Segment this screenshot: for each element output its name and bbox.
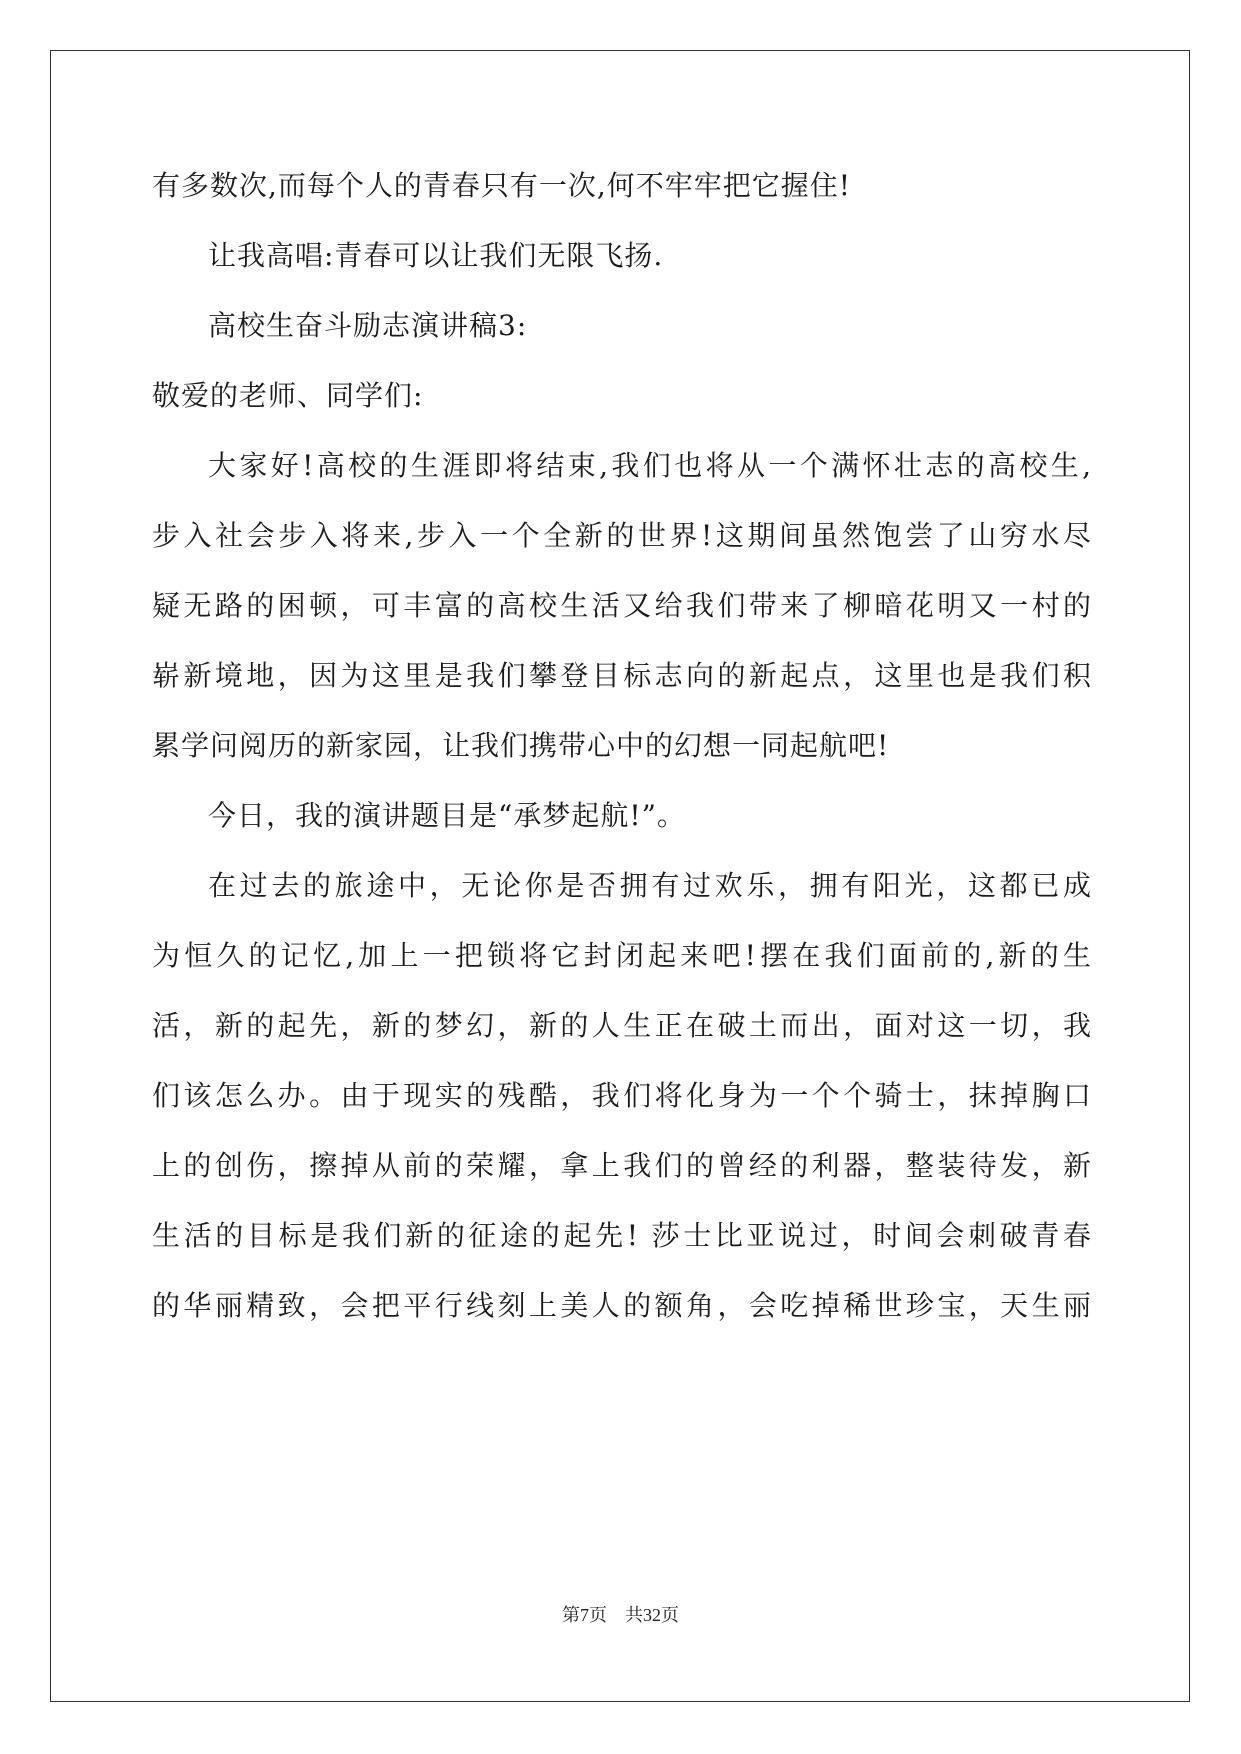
text-line: 让我高唱:青春可以让我们无限飞扬.	[208, 239, 664, 272]
text-line: 在过去的旅途中，无论你是否拥有过欢乐，拥有阳光，这都已成	[208, 869, 1092, 902]
page-number: 第7页	[562, 1605, 607, 1625]
text-line: 的华丽精致，会把平行线刻上美人的额角，会吃掉稀世珍宝，天生丽	[152, 1289, 1092, 1322]
text-line: 今日，我的演讲题目是“承梦起航!”。	[208, 799, 686, 832]
text-line: 疑无路的困顿，可丰富的高校生活又给我们带来了柳暗花明又一村的	[152, 589, 1092, 622]
text-line: 累学问阅历的新家园，让我们携带心中的幻想一同起航吧!	[152, 729, 890, 762]
text-line: 生活的目标是我们新的征途的起先! 莎士比亚说过，时间会刺破青春	[152, 1219, 1092, 1252]
text-line: 有多数次,而每个人的青春只有一次,何不牢牢把它握住!	[152, 169, 852, 202]
text-line: 崭新境地，因为这里是我们攀登目标志向的新起点，这里也是我们积	[152, 659, 1092, 692]
text-line: 高校生奋斗励志演讲稿3:	[208, 309, 528, 342]
page-footer	[0, 1604, 1241, 1626]
text-line: 敬爱的老师、同学们:	[152, 379, 424, 412]
text-line: 为恒久的记忆,加上一把锁将它封闭起来吧!摆在我们面前的,新的生	[152, 939, 1092, 972]
text-line: 步入社会步入将来,步入一个全新的世界!这期间虽然饱尝了山穷水尽	[152, 519, 1092, 552]
text-line: 大家好!高校的生涯即将结束,我们也将从一个满怀壮志的高校生,	[208, 449, 1092, 482]
page-total: 共32页	[625, 1605, 679, 1625]
text-line: 活，新的起先，新的梦幻，新的人生正在破土而出，面对这一切，我	[152, 1009, 1092, 1042]
text-line: 们该怎么办。由于现实的残酷，我们将化身为一个个骑士，抹掉胸口	[152, 1079, 1092, 1112]
text-line: 上的创伤，擦掉从前的荣耀，拿上我们的曾经的利器，整装待发，新	[152, 1149, 1092, 1182]
